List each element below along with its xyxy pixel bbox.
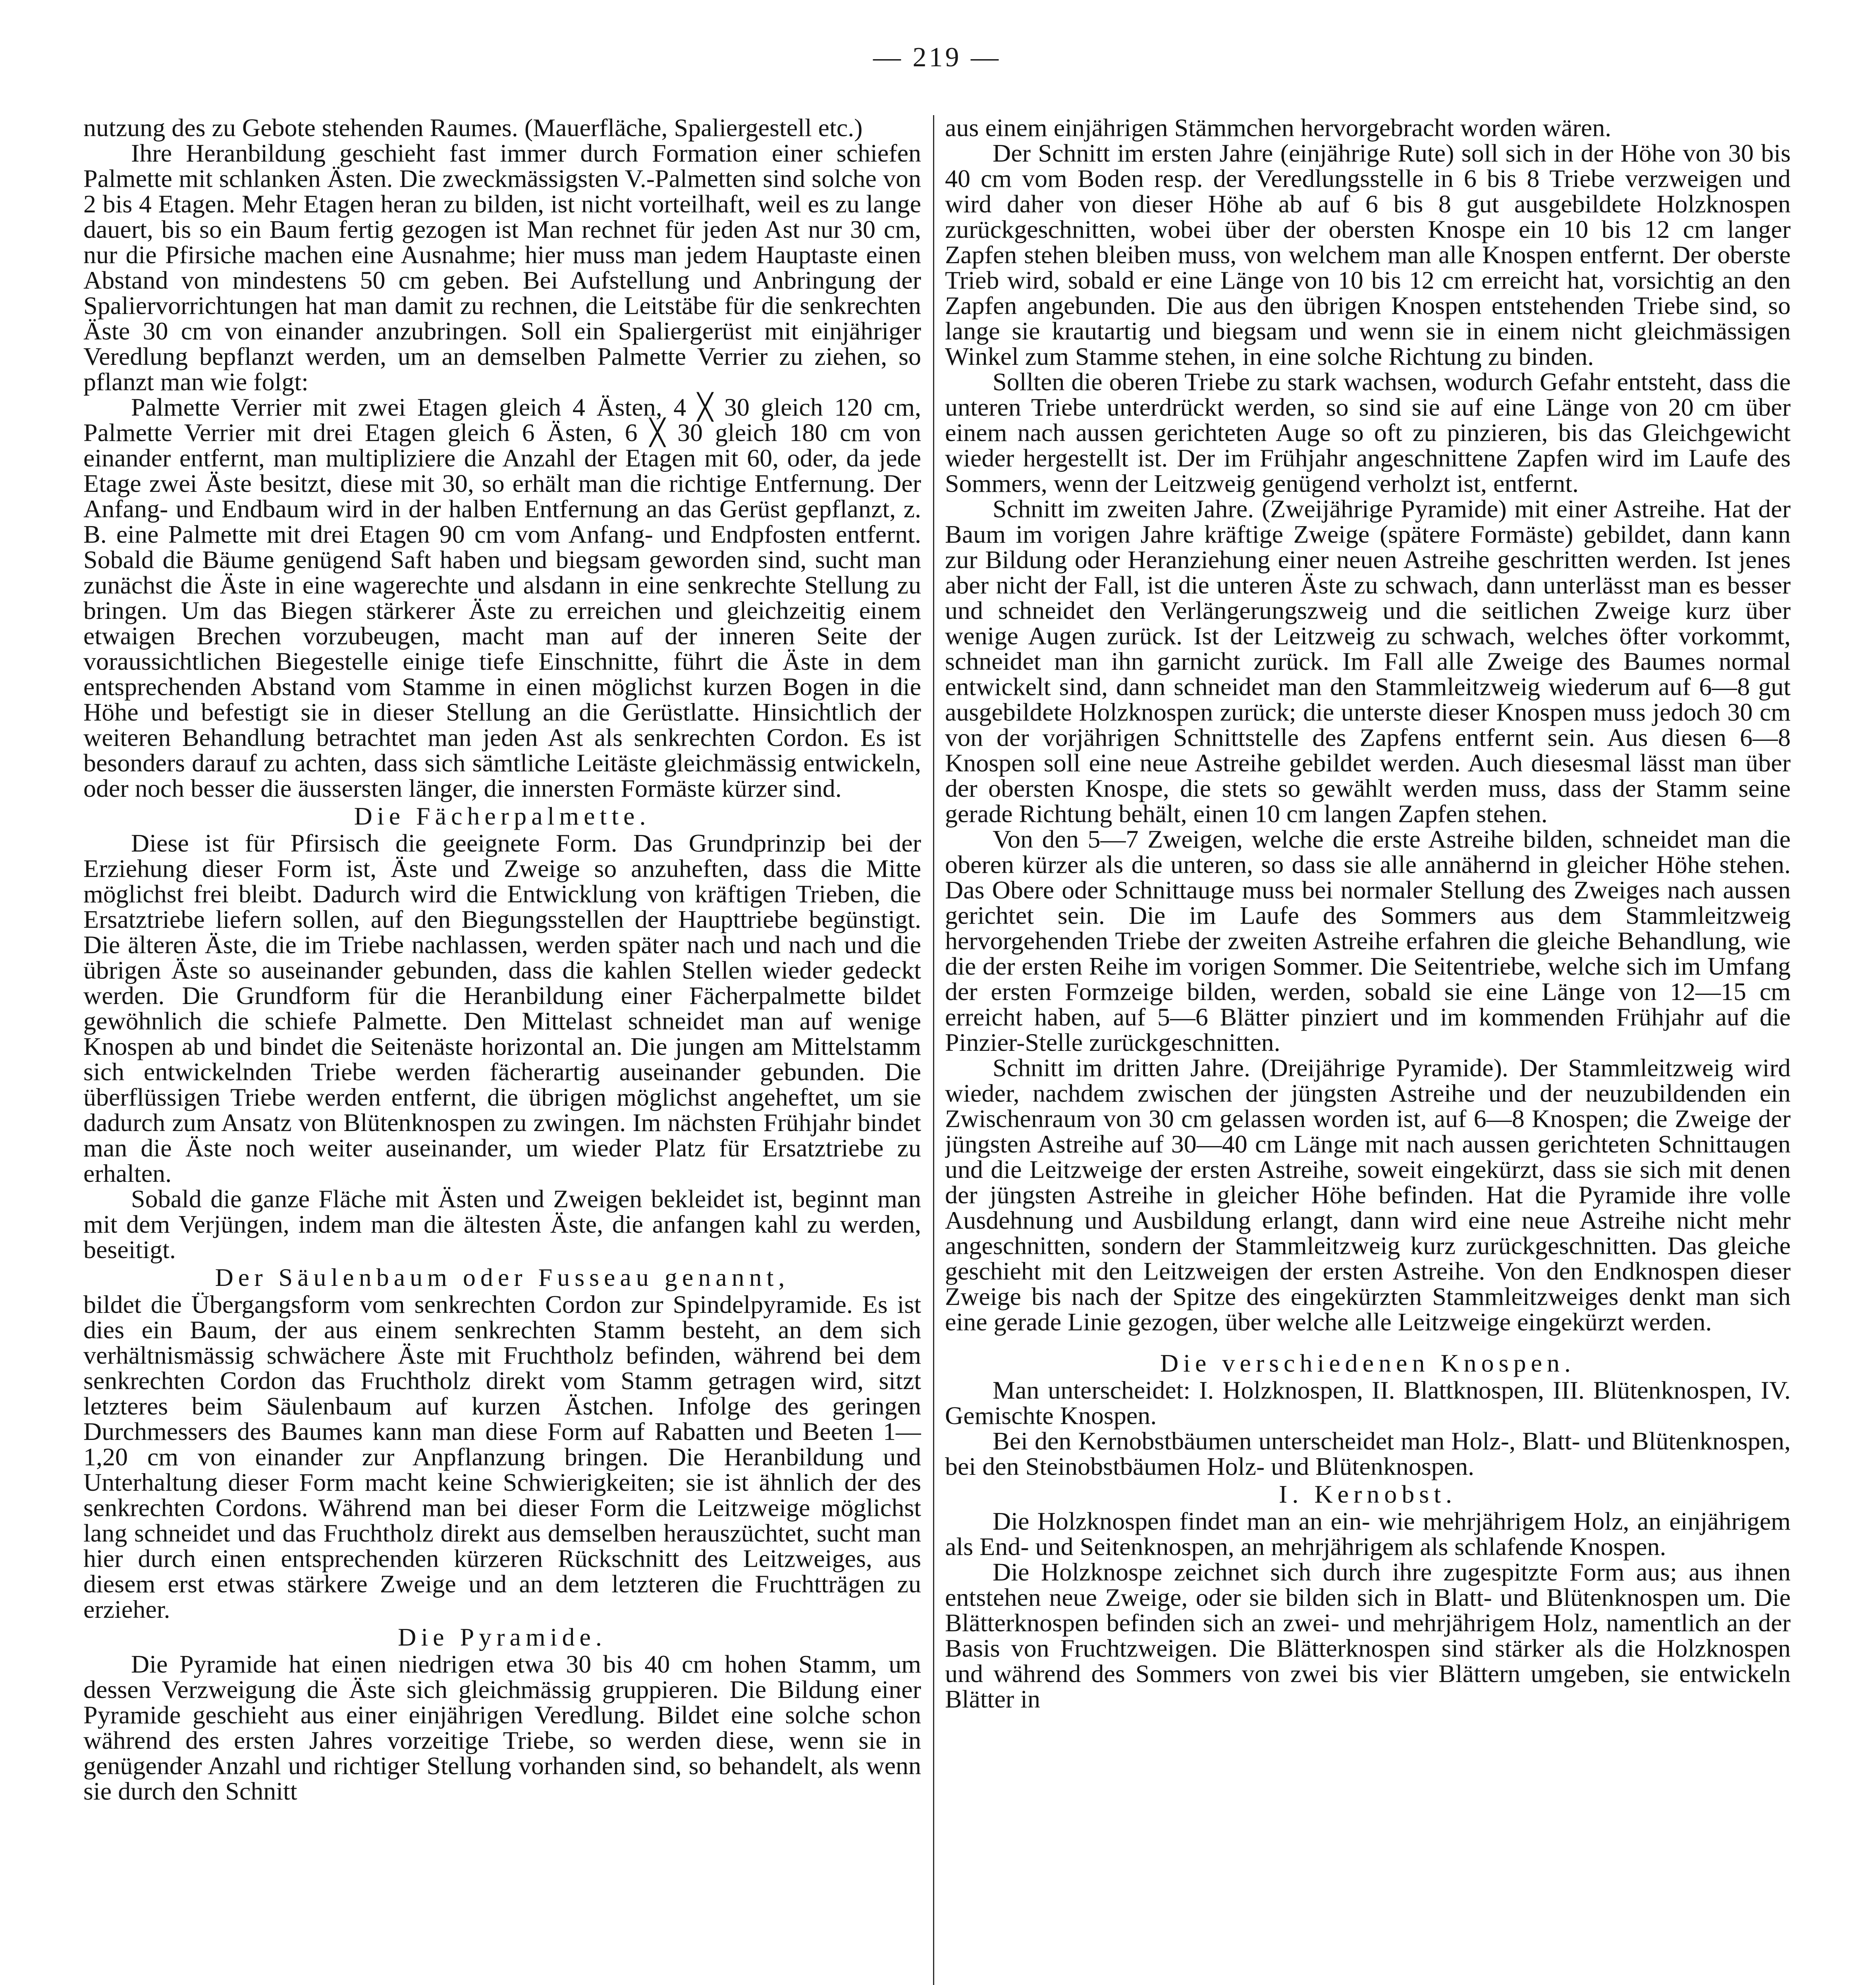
section-heading-faecherpalmette: Die Fächerpalmette. (354, 802, 651, 830)
paragraph: Ihre Heranbildung geschieht fast immer durch Formation einer schiefen Palmette mit schlanken Ästen. Die zweckmässigsten V.-Palmetten sind solche von 2 bis 4 Etagen. Mehr Etagen heran zu bilden, ist nicht vorteilhaft, weil es zu lange dauert, bis so ein Baum fertig gezogen ist Man rechnet für jeden Ast nur 30 cm, nur die Pfirsiche machen eine Ausnahme; hier muss man jedem Hauptaste einen Abstand von mindestens 50 cm geben. Bei Aufstellung und Anbringung der Spaliervorrichtungen hat man damit zu rechnen, die Leitstäbe für die senkrechten Äste 30 cm von einander anzubringen. Soll ein Spaliergerüst mit einjähriger Veredlung bepflanzt werden, um an demselben Palmette Verrier zu ziehen, so pflanzt man wie folgt: (83, 139, 921, 396)
paragraph: Von den 5—7 Zweigen, welche die erste Astreihe bilden, schneidet man die oberen kürzer als die unteren, so dass sie alle annähernd in gleicher Höhe stehen. Das Obere oder Schnittauge muss bei normaler Stellung des Zweiges nach aussen gerichtet sein. Die im Laufe des Sommers aus dem Stammleitzweig hervorgehenden Triebe der zweiten Astreihe erfahren die gleiche Behandlung, wie die der ersten Reihe im vorigen Sommer. Die Seitentriebe, welche sich im Umfang der ersten Formzeige bilden, werden, sobald sie eine Länge von 12—15 cm erreicht haben, auf 5—6 Blätter pinziert und im kommenden Frühjahr auf die Pinzier-Stelle zurückgeschnitten. (945, 825, 1791, 1056)
paragraph: Diese ist für Pfirsisch die geeignete Form. Das Grundprinzip bei der Erziehung dieser Form ist, Äste und Zweige so anzuheften, dass die Mitte möglichst frei bleibt. Dadurch wird die Entwicklung von kräftigen Trieben, die Ersatztriebe liefern sollen, auf den Biegungsstellen der Haupttriebe begünstigt. Die älteren Äste, die im Triebe nachlassen, werden später nach und nach und die übrigen Äste so auseinander gebunden, dass die kahlen Stellen wieder gedeckt werden. Die Grundform für die Heranbildung einer Fächerpalmette bildet gewöhnlich die schiefe Palmette. Den Mittelast schneidet man auf wenige Knospen ab und bindet die Seitenäste horizontal an. Die jungen am Mittelstamm sich entwickelnden Triebe werden fächerartig auseinander gebunden. Die überflüssigen Triebe werden entfernt, die übrigen möglichst angeheftet, um sie dadurch zum Ansatz von Blütenknospen zu zwingen. Im nächsten Frühjahr bindet man die Äste noch weiter auseinander, um wieder Platz für Ersatztriebe zu erhalten. (83, 829, 921, 1187)
paragraph: Die Holzknospen findet man an ein- wie mehrjährigem Holz, an einjährigem als End- und Seitenknospen, an mehrjährigem als schlafende Knospen. (945, 1507, 1791, 1561)
right-column (945, 115, 1791, 1985)
paragraph: nutzung des zu Gebote stehenden Raumes. (Mauerfläche, Spaliergestell etc.) (83, 115, 863, 142)
paragraph: Sollten die oberen Triebe zu stark wachsen, wodurch Gefahr entsteht, dass die unteren Triebe unterdrückt werden, so sind sie auf eine Länge von 20 cm über einem nach aussen gerichteten Auge so oft zu pinzieren, bis das Gleichgewicht wieder hergestellt ist. Der im Frühjahr angeschnittene Zapfen wird im Laufe des Sommers, wenn der Leitzweig genügend verholzt ist, entfernt. (945, 368, 1791, 497)
paragraph: bildet die Übergangsform vom senkrechten Cordon zur Spindelpyramide. Es ist dies ein Baum, der aus einem senkrechten Stamm besteht, an dem sich verhältnismässig schwächere Äste mit Fruchtholz befinden, während bei dem senkrechten Cordon das Fruchtholz direkt vom Stamm getragen wird, sitzt letzteres beim Säulenbaum auf kurzen Ästchen. Infolge des geringen Durchmessers des Baumes kann man diese Form auf Rabatten und Beeten 1—1,20 cm von einander zur Anpflanzung bringen. Die Heranbildung und Unterhaltung dieser Form macht keine Schwierigkeiten; sie ist ähnlich der des senkrechten Cordons. Während man bei dieser Form die Leitzweige möglichst lang schneidet und das Fruchtholz direkt aus demselben herauszüchtet, sucht man hier durch einen entsprechenden kürzeren Rückschnitt des Leitzweiges, aus diesem erst etwas stärkere Zweige und an dem letzteren die Fruchtträgen zu erzieher. (83, 1290, 921, 1623)
section-heading-kernobst: I. Kernobst. (1279, 1480, 1457, 1508)
column-divider (933, 115, 934, 1985)
paragraph: Der Schnitt im ersten Jahre (einjährige Rute) soll sich in der Höhe von 30 bis 40 cm vom Boden resp. der Veredlungsstelle in 6 bis 8 Triebe verzweigen und wird daher von dieser Höhe ab auf 6 bis 8 gut ausgebildete Holzknospen zurückgeschnitten, wobei über der obersten Knospe ein 10 bis 12 cm langer Zapfen stehen bleiben muss, von welchem man alle Knospen entfernt. Der oberste Trieb wird, sobald er eine Länge von 10 bis 12 cm erreicht hat, vorsichtig an den Zapfen angebunden. Die aus den übrigen Knospen entstehenden Triebe sind, so lange sie krautartig und biegsam und wenn sie in einem nicht gleichmässigen Winkel zum Stamme stehen, in eine solche Richtung zu binden. (945, 139, 1791, 370)
section-heading-saeulenbaum: Der Säulenbaum oder Fusseau genannt, (215, 1263, 790, 1291)
paragraph: Palmette Verrier mit zwei Etagen gleich 4 Ästen, 4 ╳ 30 gleich 120 cm, Palmette Verrier mit drei Etagen gleich 6 Ästen, 6 ╳ 30 gleich 180 cm von einander entfernt, man multipliziere die Anzahl der Etagen mit 60, oder, da jede Etage zwei Äste besitzt, diese mit 30, so erhält man die richtige Entfernung. Der Anfang- und Endbaum wird in der halben Entfernung an das Gerüst gepflanzt, z. B. eine Palmette mit drei Etagen 90 cm vom Anfang- und Endpfosten entfernt. Sobald die Bäume genügend Saft haben und biegsam geworden sind, sucht man zunächst die Äste in eine wagerechte und alsdann in eine senkrechte Stellung zu bringen. Um das Biegen stärkerer Äste zu erreichen und gleichzeitig einem etwaigen Brechen vorzubeugen, macht man auf der inneren Seite der voraussichtlichen Biegestelle einige tiefe Einschnitte, führt die Äste in dem entsprechenden Abstand vom Stamme in einen möglichst kurzen Bogen in die Höhe und befestigt sie in dieser Stellung an die Gerüstlatte. Hinsichtlich der weiteren Behandlung betrachtet man jeden Ast als senkrechten Cordon. Es ist besonders darauf zu achten, dass sich sämtliche Leitäste gleichmässig entwickeln, oder noch besser die äussersten länger, die innersten Formäste kürzer sind. (83, 393, 921, 802)
page-number: — 219 — (873, 42, 1001, 73)
section-heading-pyramide: Die Pyramide. (398, 1623, 607, 1651)
section-heading-knospen: Die verschiedenen Knospen. (1160, 1349, 1575, 1377)
paragraph: Sobald die ganze Fläche mit Ästen und Zweigen bekleidet ist, beginnt man mit dem Verjüngen, indem man die ältesten Äste, die anfangen kahl zu werden, beseitigt. (83, 1185, 921, 1264)
paragraph: Man unterscheidet: I. Holzknospen, II. Blattknospen, III. Blütenknospen, IV. Gemischte Knospen. (945, 1376, 1791, 1430)
paragraph: aus einem einjährigen Stämmchen hervorgebracht worden wären. (945, 115, 1612, 142)
paragraph: Die Pyramide hat einen niedrigen etwa 30 bis 40 cm hohen Stamm, um dessen Verzweigung die Äste sich gleichmässig gruppieren. Die Bildung einer Pyramide geschieht aus einer einjährigen Veredlung. Bildet eine solche schon während des ersten Jahres vorzeitige Triebe, so werden diese, wenn sie in genügender Anzahl und richtiger Stellung vorhanden sind, so behandelt, als wenn sie durch den Schnitt (83, 1650, 921, 1805)
paragraph: Bei den Kernobstbäumen unterscheidet man Holz-, Blatt- und Blütenknospen, bei den Steinobstbäumen Holz- und Blütenknospen. (945, 1427, 1791, 1480)
left-column (83, 115, 921, 1985)
paragraph: Schnitt im zweiten Jahre. (Zweijährige Pyramide) mit einer Astreihe. Hat der Baum im vorigen Jahre kräftige Zweige (spätere Formäste) gebildet, dann kann zur Bildung oder Heranziehung einer neuen Astreihe geschritten werden. Ist jenes aber nicht der Fall, ist die unteren Äste zu schwach, dann unterlässt man es besser und schneidet den Verlängerungszweig und die seitlichen Zweige kurz über wenige Augen zurück. Ist der Leitzweig zu schwach, welches öfter vorkommt, schneidet man ihn garnicht zurück. Im Fall alle Zweige des Baumes normal entwickelt sind, dann schneidet man den Stammleitzweig wiederum auf 6—8 gut ausgebildete Holzknospen zurück; die unterste dieser Knospen muss jedoch 30 cm von der vorjährigen Schnittstelle des Zapfens entfernt sein. Aus diesen 6—8 Knospen soll eine neue Astreihe gebildet werden. Auch diesesmal lässt man über der obersten Knospe, die stets so gewählt werden muss, dass der Stamm seine gerade Richtung behält, einen 10 cm langen Zapfen stehen. (945, 495, 1791, 828)
paragraph: Die Holzknospe zeichnet sich durch ihre zugespitzte Form aus; aus ihnen entstehen neue Zweige, oder sie bilden sich in Blatt- und Blütenknospen um. Die Blätterknospen befinden sich an zwei- und mehrjährigem Holz, namentlich an der Basis von Fruchtzweigen. Die Blätterknospen sind stärker als die Holzknospen und während des Sommers von zwei bis vier Blättern umgeben, sie entwickeln Blätter in (945, 1558, 1791, 1713)
paragraph: Schnitt im dritten Jahre. (Dreijährige Pyramide). Der Stammleitzweig wird wieder, nachdem zwischen der jüngsten Astreihe und der neuzubildenden ein Zwischenraum von 30 cm gelassen worden ist, auf 6—8 Knospen; die Zweige der jüngsten Astreihe auf 30—40 cm Länge mit nach aussen gerichteten Schnittaugen und die Leitzweige der ersten Astreihe, soweit eingekürzt, dass sie sich mit denen der jüngsten Astreihe in gleicher Höhe befinden. Hat die Pyramide ihre volle Ausdehnung und Ausbildung erlangt, dann wird eine neue Astreihe nicht mehr angeschnitten, sondern der Stammleitzweig kurz zurückgeschnitten. Das gleiche geschieht mit den Leitzweigen der ersten Astreihe. Von den Endknospen dieser Zweige bis nach der Spitze des eingekürzten Stammleitzweiges denkt man sich eine gerade Linie gezogen, über welche alle Leitzweige eingekürzt werden. (945, 1054, 1791, 1336)
